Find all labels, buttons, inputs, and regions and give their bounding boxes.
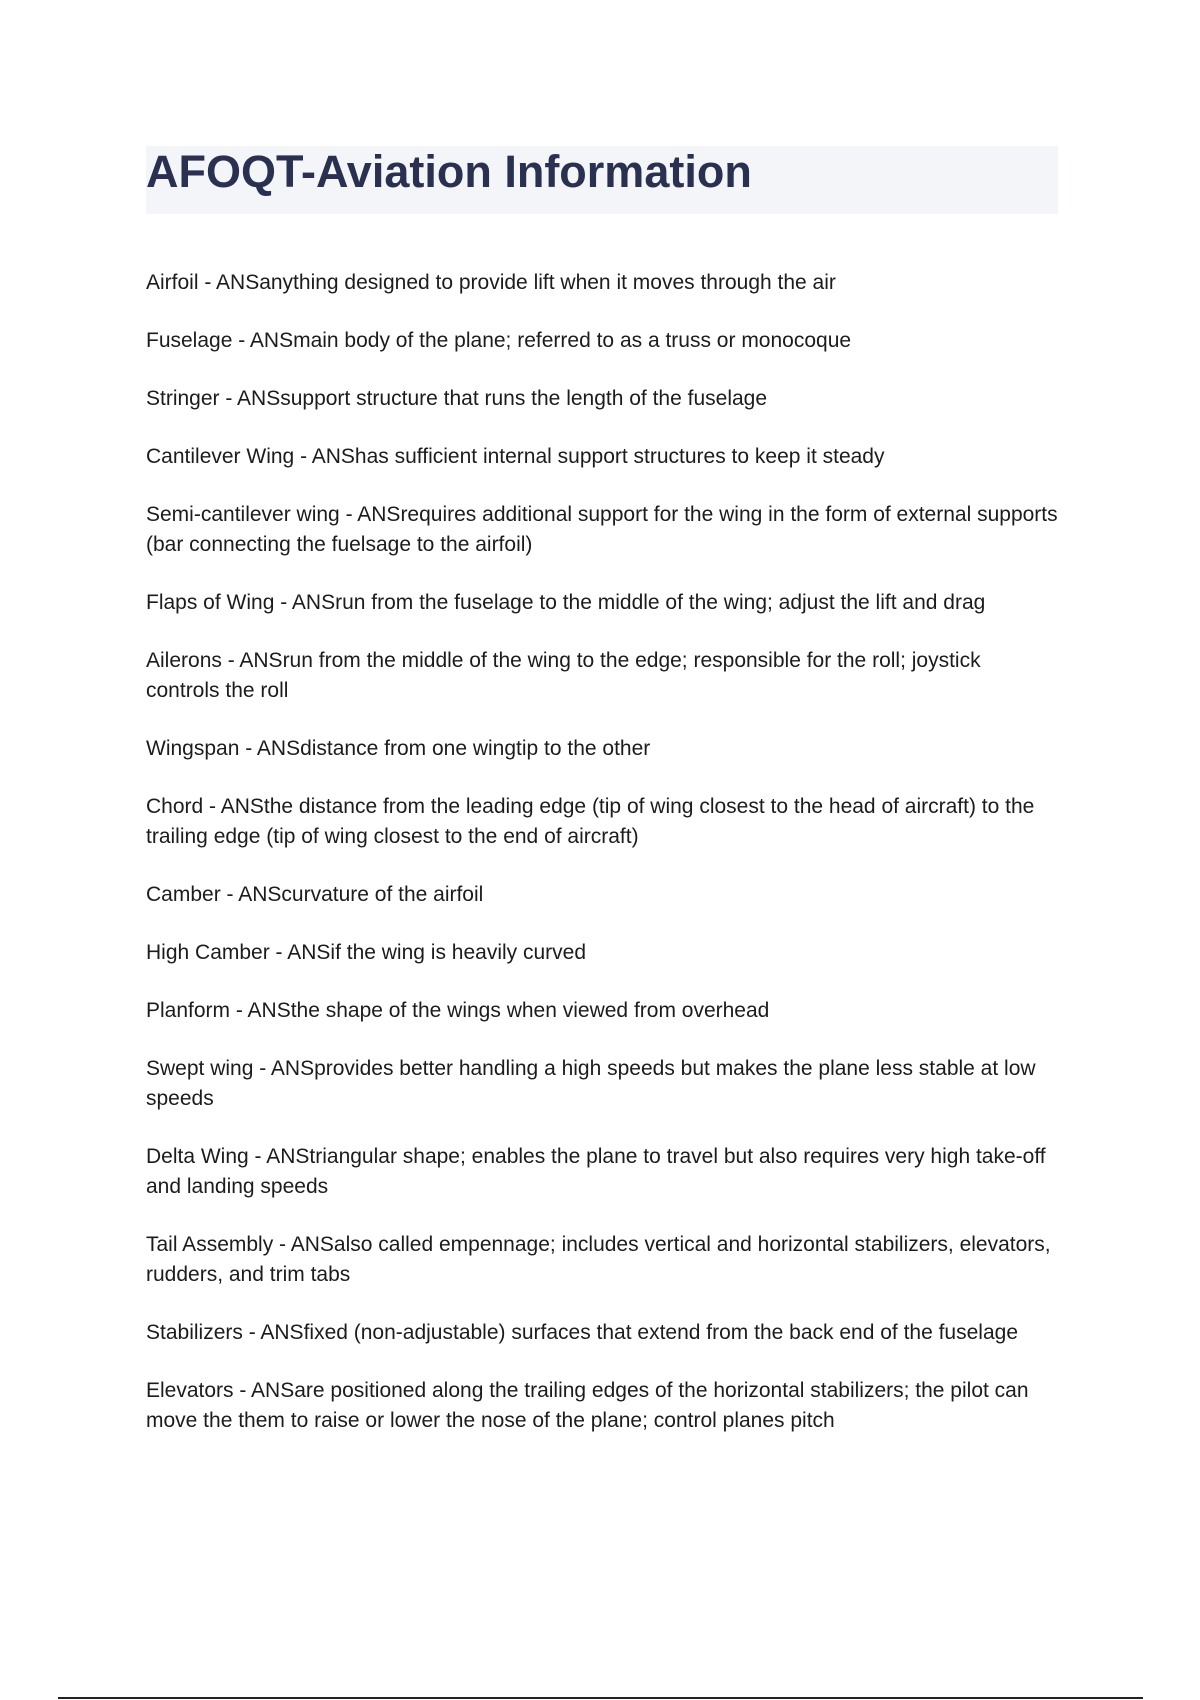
definition-entry [146, 646, 1058, 706]
entry-definition: main body of the plane; referred to as a truss or monocoque [293, 329, 852, 352]
entry-term: Stabilizers [146, 1321, 243, 1344]
title-band [146, 146, 1058, 214]
entry-separator: - ANS [239, 737, 301, 760]
definition-entry [146, 792, 1058, 852]
entry-separator: - ANS [219, 387, 281, 410]
entry-definition: has sufficient internal support structures to keep it steady [354, 445, 885, 468]
entry-separator: - ANS [233, 1379, 295, 1402]
entry-separator: - ANS [294, 445, 355, 468]
entry-definition: fixed (non-adjustable) surfaces that extend from the back end of the fuselage [303, 1321, 1018, 1344]
entry-definition: are positioned along the trailing edges of the horizontal stabilizers; the pilot can move the them to raise or lower the nose of the plane; control planes pitch [146, 1379, 1029, 1432]
entry-term: Wingspan [146, 737, 240, 760]
entry-separator: - ANS [273, 1233, 334, 1256]
entry-definition: the distance from the leading edge (tip of wing closest to the head of aircraft) to the trailing edge (tip of wing closest to the end of aircraft) [146, 795, 1035, 848]
entry-term: Flaps of Wing [146, 591, 275, 614]
entry-term: Airfoil [146, 271, 199, 294]
entry-separator: - ANS [220, 883, 282, 906]
definition-entry [146, 938, 1058, 968]
entry-definition: provides better handling a high speeds but makes the plane less stable at low speeds [146, 1057, 1036, 1110]
entry-separator: - ANS [248, 1145, 310, 1168]
entry-term: Stringer [146, 387, 220, 410]
entry-separator: - ANS [339, 503, 401, 526]
definition-entry [146, 880, 1058, 910]
definition-entry [146, 1230, 1058, 1290]
definition-entry [146, 1318, 1058, 1348]
footer-rule [58, 1697, 1143, 1699]
entry-separator: - ANS [232, 329, 294, 352]
definition-entry [146, 500, 1058, 560]
entry-separator: - ANS [242, 1321, 304, 1344]
entry-term: Camber [146, 883, 221, 906]
entry-definition: if the wing is heavily curved [330, 941, 587, 964]
definition-entry [146, 1054, 1058, 1114]
definition-entry [146, 1376, 1058, 1436]
entry-definition: the shape of the wings when viewed from overhead [290, 999, 770, 1022]
entry-term: Delta Wing [146, 1145, 249, 1168]
definition-entry [146, 384, 1058, 414]
definition-list [146, 268, 1058, 1464]
entry-term: High Camber [146, 941, 270, 964]
entry-definition: run from the fuselage to the middle of the wing; adjust the lift and drag [335, 591, 986, 614]
page-title: AFOQT-Aviation Information [146, 146, 752, 197]
entry-separator: - ANS [253, 1057, 315, 1080]
entry-definition: support structure that runs the length of the fuselage [280, 387, 768, 410]
entry-separator: - ANS [274, 591, 336, 614]
definition-entry [146, 268, 1058, 298]
entry-term: Ailerons [146, 649, 222, 672]
entry-definition: requires additional support for the wing in the form of external supports (bar connecting the fuelsage to the airfoil) [146, 503, 1058, 556]
entry-separator: - ANS [230, 999, 291, 1022]
entry-definition: distance from one wingtip to the other [300, 737, 651, 760]
definition-entry [146, 442, 1058, 472]
definition-entry [146, 326, 1058, 356]
entry-definition: also called empennage; includes vertical and horizontal stabilizers, elevators, rudders, and trim tabs [146, 1233, 1051, 1286]
definition-entry [146, 1142, 1058, 1202]
entry-term: Semi-cantilever wing [146, 503, 340, 526]
entry-separator: - ANS [198, 271, 260, 294]
entry-term: Cantilever Wing [146, 445, 295, 468]
entry-term: Planform [146, 999, 231, 1022]
entry-definition: curvature of the airfoil [281, 883, 484, 906]
entry-term: Swept wing [146, 1057, 254, 1080]
entry-term: Elevators [146, 1379, 234, 1402]
entry-definition: run from the middle of the wing to the edge; responsible for the roll; joystick controls the roll [146, 649, 981, 702]
definition-entry [146, 588, 1058, 618]
entry-term: Tail Assembly [146, 1233, 274, 1256]
entry-separator: - ANS [203, 795, 264, 818]
entry-term: Fuselage [146, 329, 233, 352]
entry-definition: anything designed to provide lift when it moves through the air [259, 271, 836, 294]
definition-entry [146, 734, 1058, 764]
definition-entry [146, 996, 1058, 1026]
entry-definition: triangular shape; enables the plane to travel but also requires very high take-off and landing speeds [146, 1145, 1046, 1198]
entry-term: Chord [146, 795, 204, 818]
entry-separator: - ANS [221, 649, 283, 672]
entry-separator: - ANS [269, 941, 331, 964]
